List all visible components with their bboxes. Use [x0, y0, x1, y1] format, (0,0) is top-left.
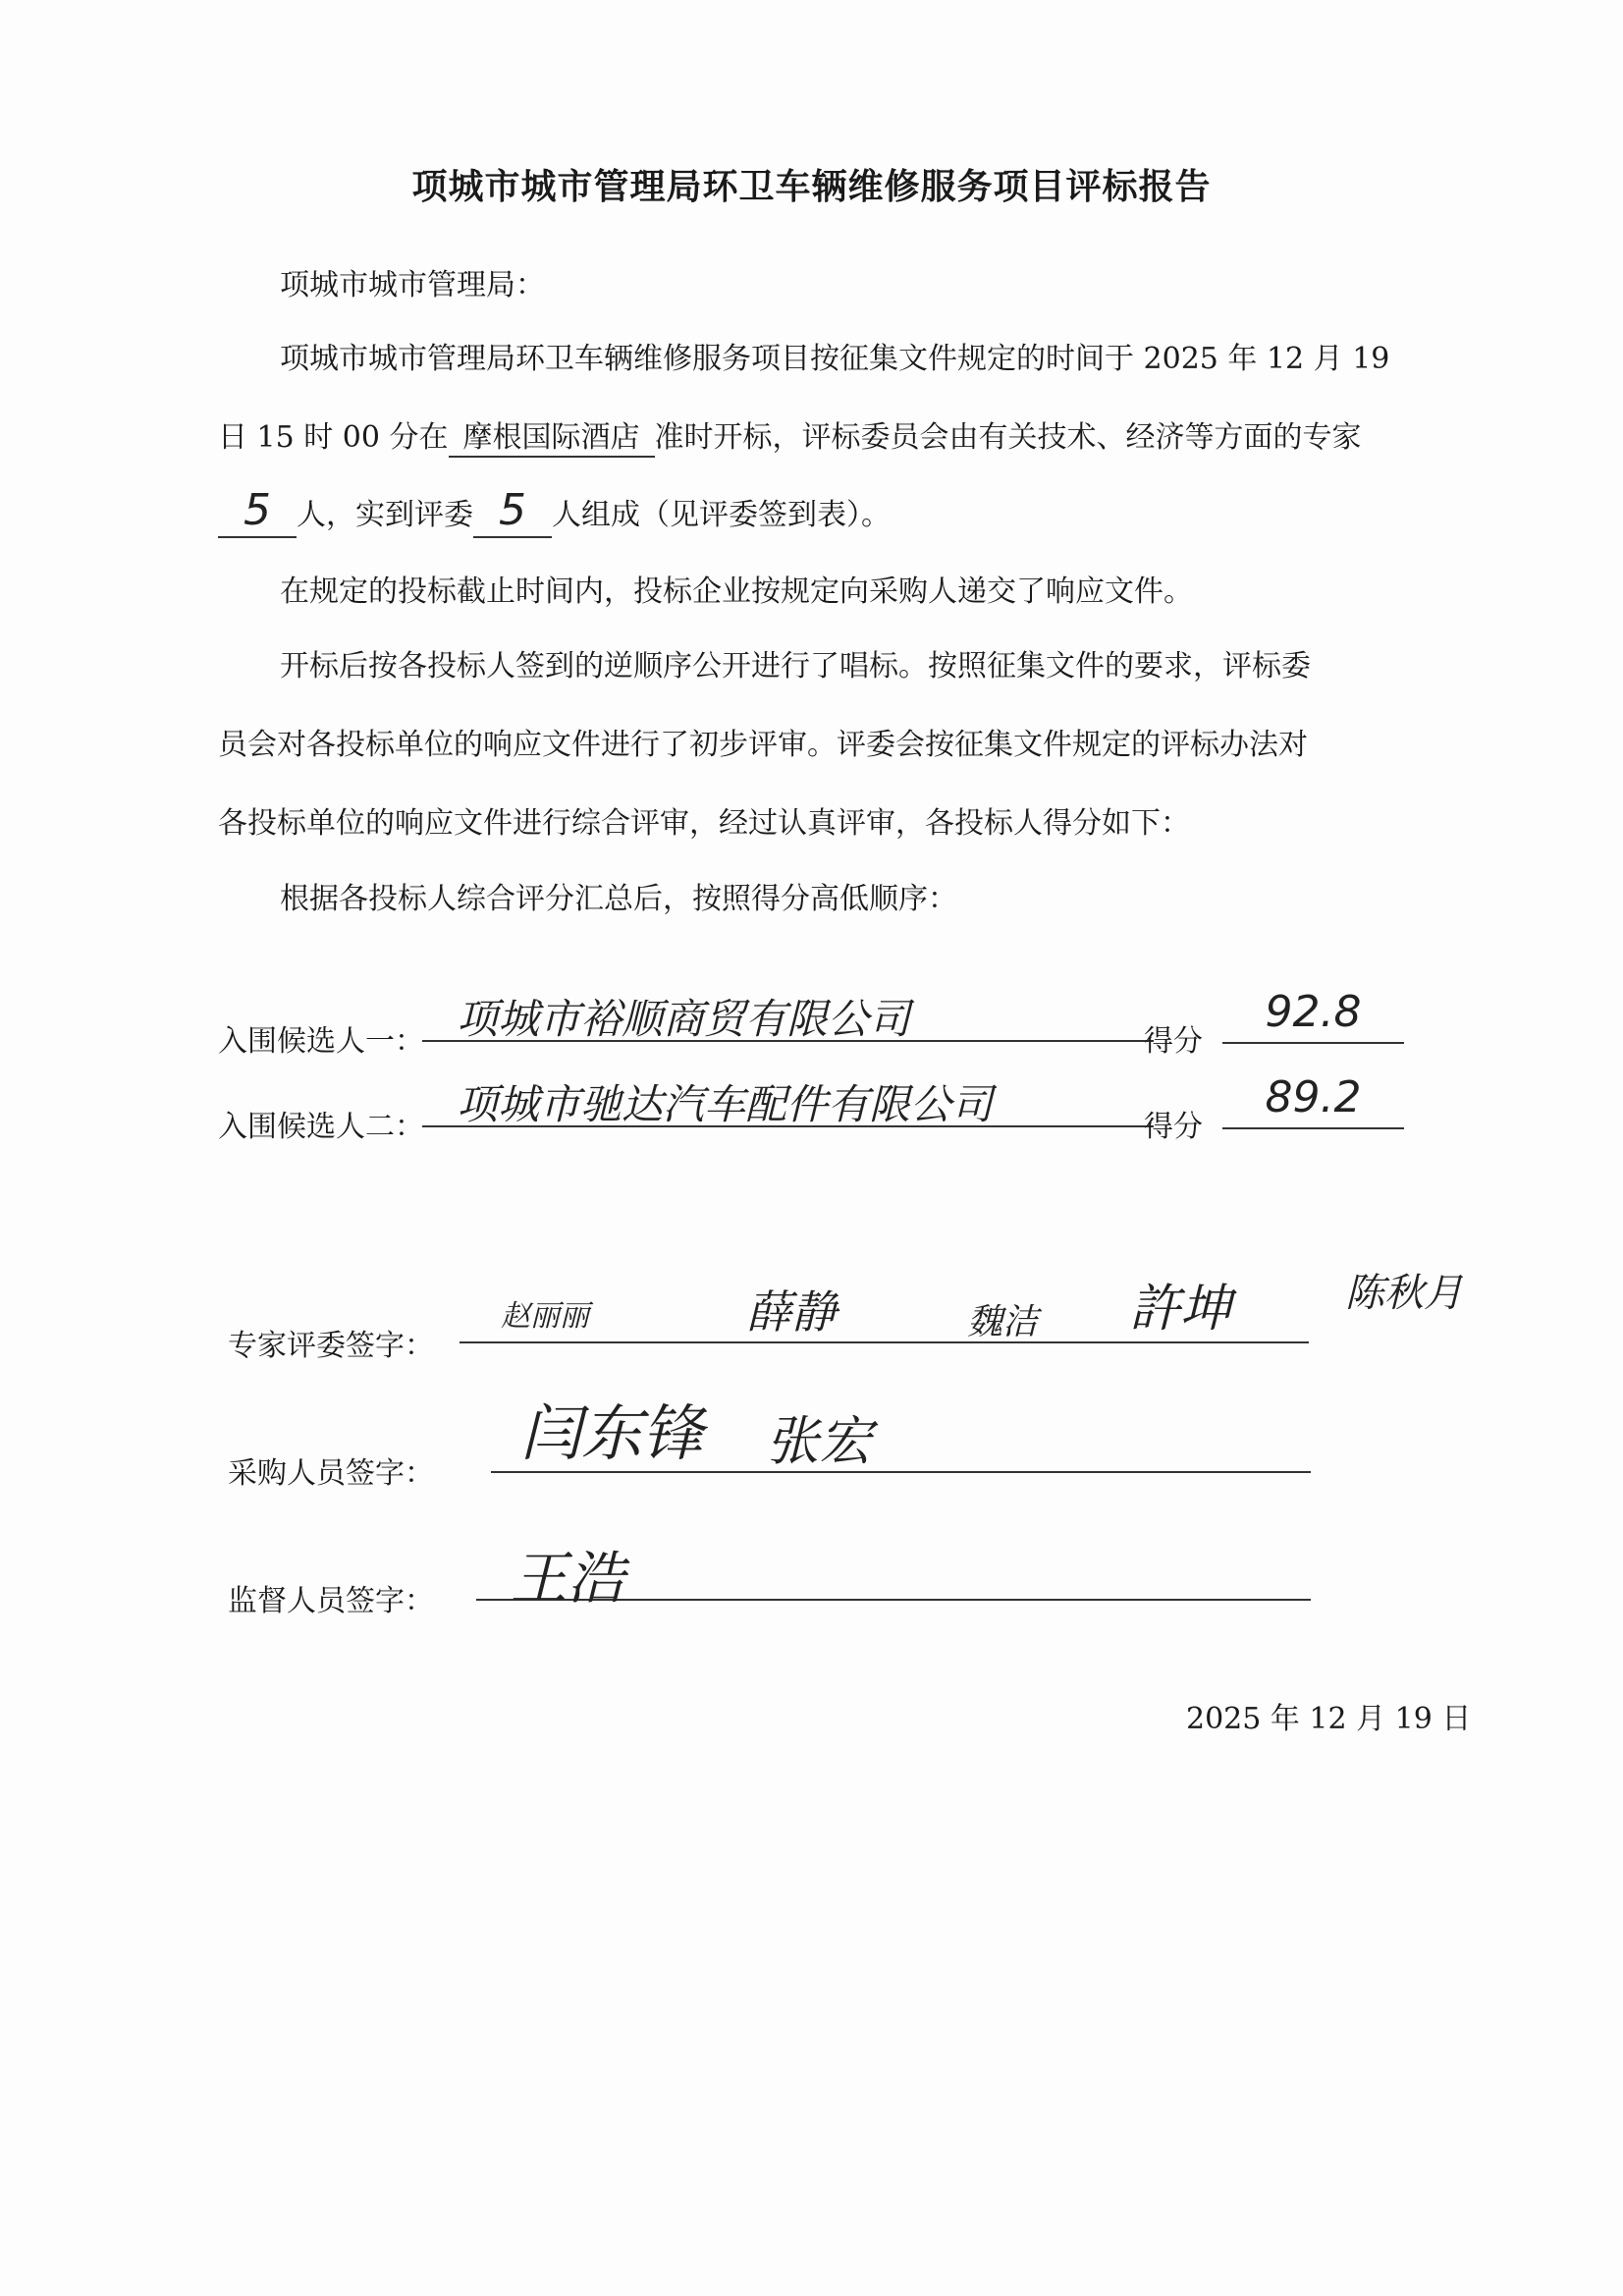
- supervisor-sign-label: 监督人员签字：: [228, 1584, 434, 1618]
- candidate-2-label: 入围候选人二：: [218, 1110, 424, 1144]
- para3-line3: 各投标单位的响应文件进行综合评审，经过认真评审，各投标人得分如下：: [218, 806, 1190, 841]
- para2: 在规定的投标截止时间内，投标企业按规定向采购人递交了响应文件。: [280, 574, 1193, 609]
- para1-open: 准时开标，评标委员会由有关技术、经济等方面的专家: [654, 420, 1362, 455]
- supervisor-signature: 王浩: [511, 1545, 625, 1612]
- para1-compose: 人组成（见评委签到表）。: [552, 498, 891, 532]
- para3-line1: 开标后按各投标人签到的逆顺序公开进行了唱标。按照征集文件的要求，评标委: [280, 649, 1311, 683]
- expert-signature-1: 赵丽丽: [501, 1299, 589, 1334]
- expert-signature-5: 陈秋月: [1345, 1271, 1463, 1316]
- expert-signature-3: 魏洁: [967, 1302, 1039, 1342]
- purchase-signature-1: 闫东锋: [520, 1397, 704, 1469]
- experts-count: 5: [218, 486, 297, 538]
- para1-line3: [218, 486, 891, 538]
- para1-time: 日 15 时 00 分在: [218, 420, 449, 455]
- para1-line1: 项城市城市管理局环卫车辆维修服务项目按征集文件规定的时间于 2025 年 12 月 19: [280, 342, 1390, 376]
- report-date: 2025 年 12 月 19 日: [1186, 1702, 1472, 1736]
- para3-line2: 员会对各投标单位的响应文件进行了初步评审。评委会按征集文件规定的评标办法对: [218, 728, 1308, 762]
- para4: 根据各投标人综合评分汇总后，按照得分高低顺序：: [280, 882, 957, 916]
- candidate-1-label: 入围候选人一：: [218, 1024, 424, 1059]
- candidate-2-score-label: 得分: [1144, 1110, 1203, 1144]
- venue-field: 摩根国际酒店: [449, 421, 655, 458]
- expert-sign-label: 专家评委签字：: [228, 1329, 434, 1363]
- purchase-signature-2: 张宏: [766, 1410, 872, 1472]
- attendees-count: 5: [473, 486, 552, 538]
- candidate-2-score: 89.2: [1222, 1072, 1404, 1129]
- candidate-1-score-label: 得分: [1144, 1024, 1203, 1059]
- expert-signature-4: 許坤: [1129, 1280, 1232, 1339]
- candidate-1-score: 92.8: [1222, 987, 1404, 1044]
- purchase-sign-label: 采购人员签字：: [228, 1456, 434, 1491]
- addressee: 项城市城市管理局：: [280, 268, 545, 302]
- candidate-2-name: 项城市驰达汽车配件有限公司: [422, 1072, 1154, 1127]
- para1-line2: [218, 412, 1362, 458]
- page-title: 项城市城市管理局环卫车辆维修服务项目评标报告: [411, 166, 1212, 207]
- candidate-1-name: 项城市裕顺商贸有限公司: [422, 987, 1154, 1042]
- para1-attend: 人，实到评委: [297, 498, 473, 532]
- expert-signature-2: 薛静: [746, 1285, 837, 1339]
